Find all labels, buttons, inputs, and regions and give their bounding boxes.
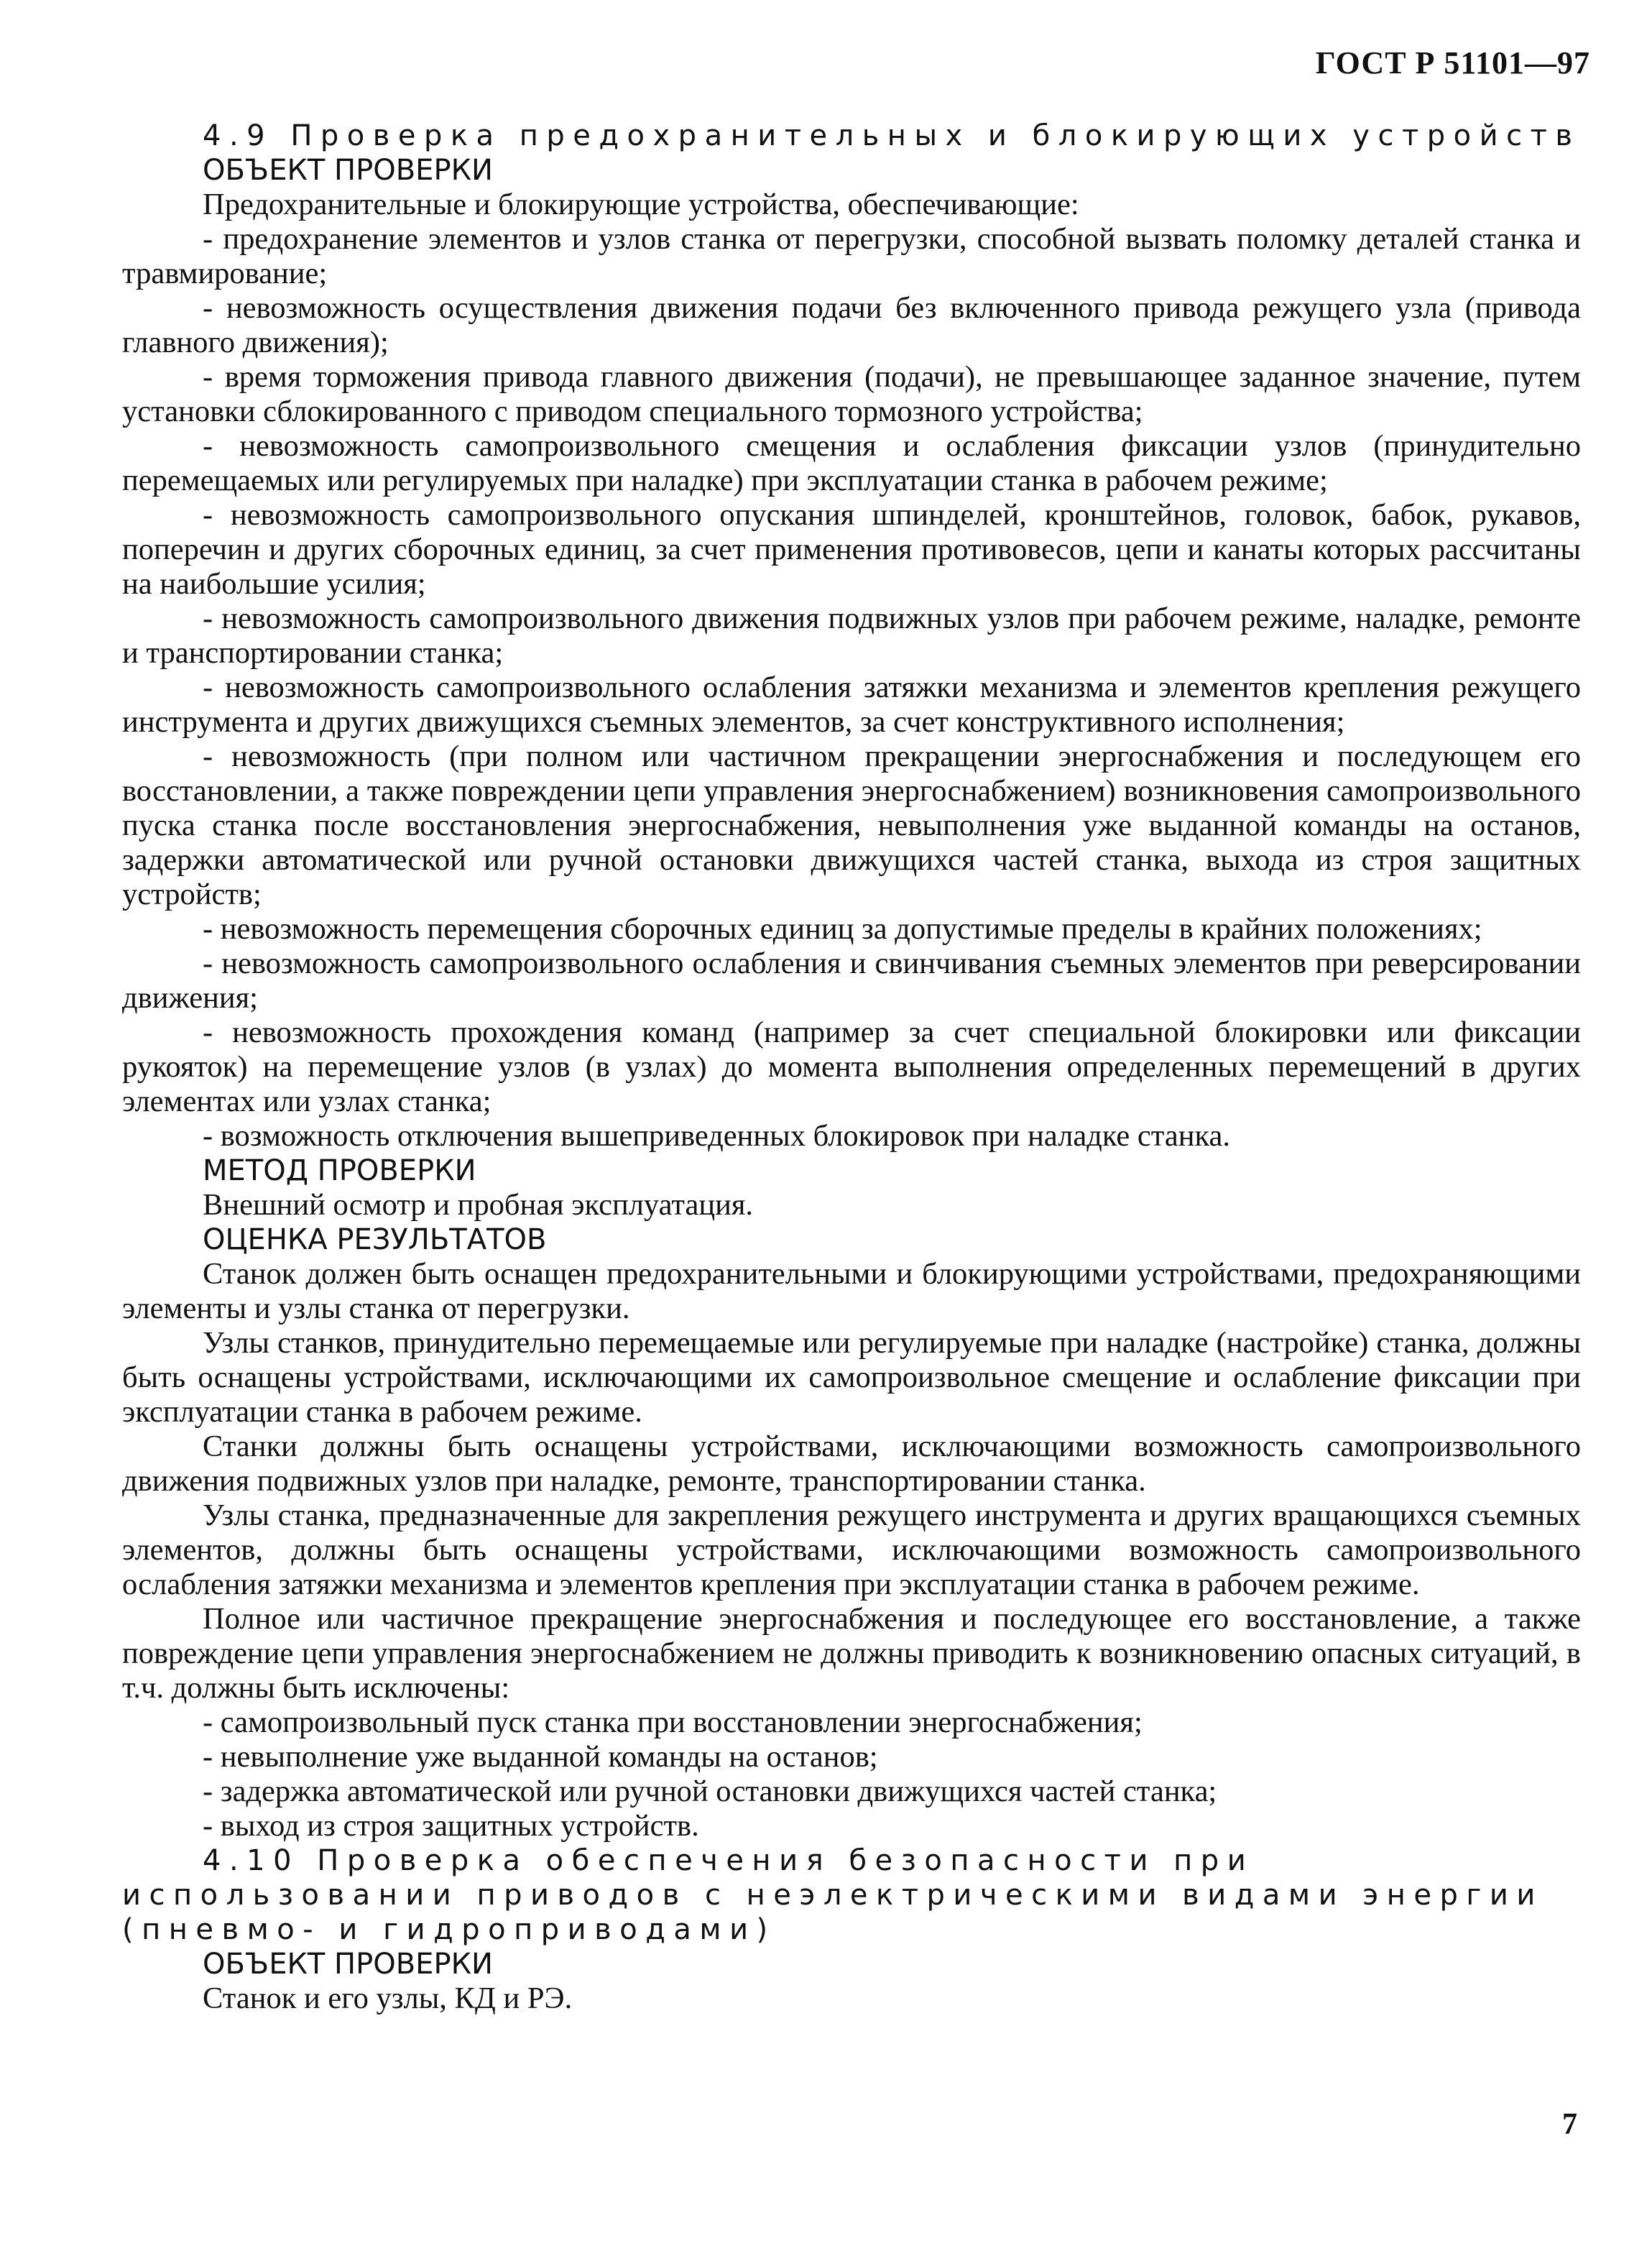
- requirement-item: - невозможность самопроизвольного смещения и ослабления фиксации узлов (принудительно перемещаемых или регулируемых при наладке) при эксплуатации станка в рабочем режиме;: [122, 429, 1581, 497]
- requirement-item: - предохранение элементов и узлов станка от перегрузки, способной вызвать поломку деталей станка и травмирование;: [122, 222, 1581, 290]
- excluded-item: - самопроизвольный пуск станка при восстановлении энергоснабжения;: [203, 1705, 1143, 1739]
- assessment-paragraph: Узлы станков, принудительно перемещаемые или регулируемые при наладке (настройке) станка, должны быть оснащены устройствами, исключающими их самопроизвольное смещение и ослабление фиксации при эксплуатации станка в рабочем режиме.: [122, 1326, 1581, 1429]
- method-heading: МЕТОД ПРОВЕРКИ: [203, 1154, 476, 1187]
- requirement-item: - возможность отключения вышеприведенных блокировок при наладке станка.: [203, 1119, 1230, 1153]
- section-4-9-title: 4.9 Проверка предохранительных и блокирующих устройств: [203, 119, 1581, 152]
- excluded-item: - задержка автоматической или ручной остановки движущихся частей станка;: [203, 1774, 1217, 1808]
- excluded-item: - невыполнение уже выданной команды на останов;: [203, 1740, 878, 1774]
- page-number: 7: [1562, 2108, 1577, 2141]
- section-4-9-object-heading: ОБЪЕКТ ПРОВЕРКИ: [203, 154, 493, 187]
- method-text: Внешний осмотр и пробная эксплуатация.: [203, 1188, 753, 1222]
- standard-identifier: ГОСТ Р 51101—97: [1315, 45, 1590, 80]
- section-4-10-object-text: Станок и его узлы, КД и РЭ.: [203, 1981, 573, 2015]
- page-content: [122, 119, 1581, 2016]
- requirement-item: - невозможность самопроизвольного опускания шпинделей, кронштейнов, головок, бабок, рукавов, поперечин и других сборочных единиц, за счет применения противовесов, цепи и канаты которых рассчитаны на наибольшие усилия;: [122, 498, 1581, 601]
- requirement-item: - невозможность прохождения команд (например за счет специальной блокировки или фиксации рукояток) на перемещение узлов (в узлах) до момента выполнения определенных перемещений в других элементах или узлах станка;: [122, 1016, 1581, 1118]
- assessment-heading: ОЦЕНКА РЕЗУЛЬТАТОВ: [203, 1223, 547, 1256]
- assessment-paragraph: Полное или частичное прекращение энергоснабжения и последующее его восстановление, а также повреждение цепи управления энергоснабжением не должны приводить к возникновению опасных ситуаций, в т.ч. должны быть исключены:: [122, 1602, 1581, 1705]
- requirement-item: - невозможность самопроизвольного ослабления затяжки механизма и элементов крепления режущего инструмента и других движущихся съемных элементов, за счет конструктивного исполнения;: [122, 671, 1581, 739]
- excluded-item: - выход из строя защитных устройств.: [203, 1809, 699, 1843]
- requirement-item: - невозможность самопроизвольного ослабления и свинчивания съемных элементов при реверсировании движения;: [122, 947, 1581, 1015]
- requirement-item: - время торможения привода главного движения (подачи), не превышающее заданное значение, путем установки сблокированного с приводом специального тормозного устройства;: [122, 360, 1581, 428]
- section-4-10-object-heading: ОБЪЕКТ ПРОВЕРКИ: [203, 1948, 493, 1981]
- section-4-9-intro: Предохранительные и блокирующие устройства, обеспечивающие:: [203, 188, 1079, 221]
- requirement-item: - невозможность самопроизвольного движения подвижных узлов при рабочем режиме, наладке, ремонте и транспортировании станка;: [122, 602, 1581, 670]
- assessment-paragraph: Станок должен быть оснащен предохранительными и блокирующими устройствами, предохраняющими элементы и узлы станка от перегрузки.: [122, 1257, 1581, 1325]
- assessment-paragraph: Узлы станка, предназначенные для закрепления режущего инструмента и других вращающихся съемных элементов, должны быть оснащены устройствами, исключающими возможность самопроизвольного ослабления затяжки механизма и элементов крепления при эксплуатации станка в рабочем режиме.: [122, 1498, 1581, 1601]
- section-4-10-title: 4.10 Проверка обеспечения безопасности при использовании приводов с неэлектрическими видами энергии (пневмо- и гидроприводами): [122, 1844, 1543, 1946]
- requirement-item: - невозможность перемещения сборочных единиц за допустимые пределы в крайних положениях;: [203, 912, 1482, 946]
- assessment-paragraph: Станки должны быть оснащены устройствами, исключающими возможность самопроизвольного движения подвижных узлов при наладке, ремонте, транспортировании станка.: [122, 1429, 1581, 1498]
- requirement-item: - невозможность осуществления движения подачи без включенного привода режущего узла (привода главного движения);: [122, 291, 1581, 359]
- requirement-item: - невозможность (при полном или частичном прекращении энергоснабжения и последующем его восстановлении, а также повреждении цепи управления энергоснабжением) возникновения самопроизвольного пуска станка после восстановления энергоснабжения, невыполнения уже выданной команды на останов, задержки автоматической или ручной остановки движущихся частей станка, выхода из строя защитных устройств;: [122, 740, 1581, 911]
